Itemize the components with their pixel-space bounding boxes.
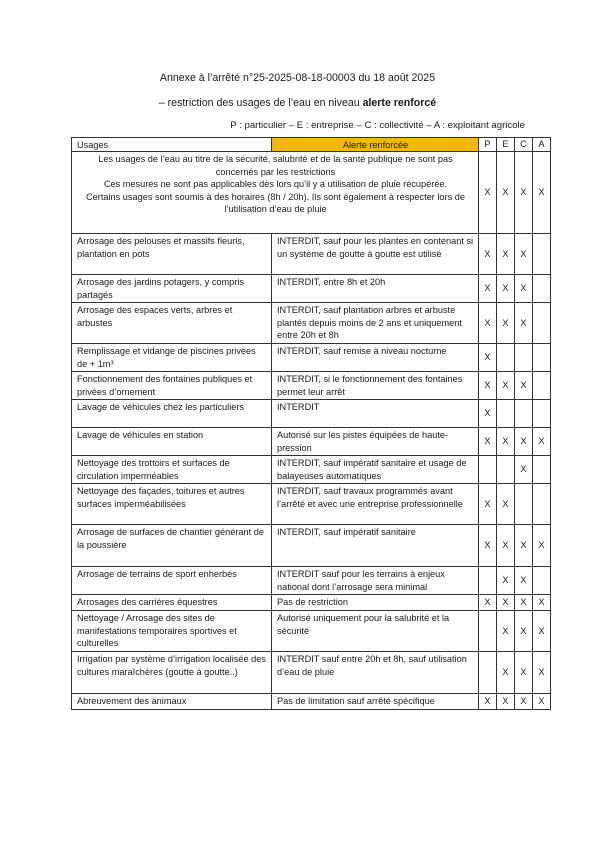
mark-cell [497, 344, 515, 372]
mark-cell: X [479, 694, 497, 710]
mark-cell: X [497, 152, 515, 234]
header-alert-renforcee: Alerte renforcée [272, 138, 479, 152]
mark-cell [533, 400, 551, 428]
header-a: A [533, 138, 551, 152]
table-row [72, 344, 551, 372]
mark-cell: X [533, 611, 551, 652]
mark-cell [515, 484, 533, 525]
rule-cell: Autorisé sur les pistes équipées de haute-pression [272, 428, 479, 456]
mark-cell: X [533, 152, 551, 234]
rule-cell: INTERDIT, sauf travaux programmés avant l’arrêté et avec une entreprise professionnelle [272, 484, 479, 525]
table-row [72, 484, 551, 525]
mark-cell: X [533, 595, 551, 611]
usage-cell: Fonctionnement des fontaines publiques et privées d’ornement [72, 372, 272, 400]
mark-cell [479, 567, 497, 595]
mark-cell: X [479, 344, 497, 372]
mark-cell: X [533, 652, 551, 694]
mark-cell: X [497, 275, 515, 303]
rule-cell: INTERDIT, sauf remise à niveau nocturne [272, 344, 479, 372]
usage-cell: Irrigation par système d’irrigation localisée des cultures maraîchères (goutte à goutte..) [72, 652, 272, 694]
mark-cell [479, 611, 497, 652]
rule-cell: INTERDIT sauf pour les terrains à enjeux national dont l’arrosage sera minimal [272, 567, 479, 595]
mark-cell: X [497, 567, 515, 595]
rule-cell: Pas de restriction [272, 595, 479, 611]
mark-cell [497, 400, 515, 428]
mark-cell [479, 456, 497, 484]
mark-cell: X [515, 303, 533, 344]
mark-cell: X [479, 595, 497, 611]
usage-cell: Arrosage des jardins potagers, y compris partagés [72, 275, 272, 303]
rule-cell: INTERDIT, sauf plantation arbres et arbuste plantés depuis moins de 2 ans et uniquement entre 20h et 8h [272, 303, 479, 344]
usage-cell: Arrosage de surfaces de chantier générant de la poussière [72, 525, 272, 567]
mark-cell [497, 456, 515, 484]
mark-cell: X [533, 525, 551, 567]
usage-cell: Lavage de véhicules en station [72, 428, 272, 456]
table-row [72, 652, 551, 694]
table-row [72, 400, 551, 428]
rule-cell: INTERDIT, sauf impératif sanitaire [272, 525, 479, 567]
mark-cell [515, 344, 533, 372]
mark-cell: X [497, 428, 515, 456]
mark-cell: X [479, 275, 497, 303]
mark-cell: X [515, 595, 533, 611]
mark-cell: X [515, 611, 533, 652]
mark-cell: X [479, 484, 497, 525]
intro-paragraph: Les usages de l’eau au titre de la sécurité, salubrité et de la santé publique ne sont pas concernés par les restrictions [98, 154, 453, 177]
mark-cell [533, 303, 551, 344]
mark-cell: X [497, 484, 515, 525]
mark-cell: X [479, 428, 497, 456]
table-header-row [72, 138, 551, 152]
mark-cell: X [515, 694, 533, 710]
table-row [72, 234, 551, 275]
usage-cell: Abreuvement des animaux [72, 694, 272, 710]
usage-cell: Arrosage des pelouses et massifs fleuris, plantation en pots [72, 234, 272, 275]
table-row [72, 611, 551, 652]
table-row [72, 428, 551, 456]
mark-cell: X [497, 372, 515, 400]
mark-cell: X [515, 652, 533, 694]
table-row [72, 372, 551, 400]
category-legend: P : particulier – E : entreprise – C : collectivité – A : exploitant agricole [230, 120, 525, 131]
rule-cell: INTERDIT sauf entre 20h et 8h, sauf utilisation d’eau de pluie [272, 652, 479, 694]
usage-cell: Nettoyage des façades, toitures et autres surfaces imperméabilisées [72, 484, 272, 525]
mark-cell [479, 652, 497, 694]
mark-cell [533, 344, 551, 372]
header-e: E [497, 138, 515, 152]
mark-cell: X [479, 152, 497, 234]
rule-cell: Autorisé uniquement pour la salubrité et la sécurité [272, 611, 479, 652]
table-row [72, 567, 551, 595]
mark-cell: X [497, 694, 515, 710]
intro-row [72, 152, 551, 234]
table-row [72, 694, 551, 710]
usage-cell: Arrosage des espaces verts, arbres et arbustes [72, 303, 272, 344]
header-c: C [515, 138, 533, 152]
rule-cell: Pas de limitation sauf arrêté spécifique [272, 694, 479, 710]
mark-cell: X [515, 456, 533, 484]
rule-cell: INTERDIT, sauf impératif sanitaire et usage de balayeuses automatiques [272, 456, 479, 484]
table-row [72, 525, 551, 567]
intro-note [72, 152, 479, 234]
mark-cell: X [497, 303, 515, 344]
usage-cell: Remplissage et vidange de piscines privées de + 1m³ [72, 344, 272, 372]
intro-paragraph: Ces mesures ne sont pas applicables dès lors qu’il y a utilisation de pluie récupérée. [103, 179, 448, 190]
mark-cell [533, 484, 551, 525]
usage-cell: Nettoyage / Arrosage des sites de manifestations temporaires sportives et culturelles [72, 611, 272, 652]
mark-cell [533, 234, 551, 275]
table-row [72, 595, 551, 611]
header-usages: Usages [72, 138, 272, 152]
mark-cell: X [533, 694, 551, 710]
mark-cell: X [515, 428, 533, 456]
mark-cell: X [515, 372, 533, 400]
table-row [72, 303, 551, 344]
mark-cell: X [479, 400, 497, 428]
mark-cell [533, 275, 551, 303]
mark-cell: X [533, 428, 551, 456]
mark-cell: X [497, 525, 515, 567]
document-subtitle [0, 97, 595, 109]
alert-level-label: alerte renforcé [362, 97, 437, 109]
usage-cell: Nettoyage des trottoirs et surfaces de circulation imperméables [72, 456, 272, 484]
rule-cell: INTERDIT, entre 8h et 20h [272, 275, 479, 303]
restrictions-table [71, 137, 551, 710]
mark-cell [533, 456, 551, 484]
intro-paragraph: Certains usages sont soumis à des horaires (8h / 20h). Ils sont également à respecter lors de l’utilisation d’eau de pluie [86, 191, 465, 215]
mark-cell: X [515, 567, 533, 595]
header-p: P [479, 138, 497, 152]
table-row [72, 275, 551, 303]
mark-cell: X [515, 234, 533, 275]
subtitle-prefix: – restriction des usages de l’eau en niveau [158, 97, 363, 109]
mark-cell: X [479, 525, 497, 567]
mark-cell: X [515, 525, 533, 567]
mark-cell: X [515, 275, 533, 303]
usage-cell: Lavage de véhicules chez les particuliers [72, 400, 272, 428]
mark-cell: X [497, 234, 515, 275]
mark-cell [515, 400, 533, 428]
usage-cell: Arrosages des carrières équestres [72, 595, 272, 611]
mark-cell [533, 567, 551, 595]
mark-cell: X [497, 611, 515, 652]
mark-cell [533, 372, 551, 400]
usage-cell: Arrosage de terrains de sport enherbés [72, 567, 272, 595]
rule-cell: INTERDIT [272, 400, 479, 428]
mark-cell: X [479, 234, 497, 275]
mark-cell: X [497, 652, 515, 694]
mark-cell: X [479, 372, 497, 400]
mark-cell: X [515, 152, 533, 234]
table-row [72, 456, 551, 484]
rule-cell: INTERDIT, sauf pour les plantes en contenant si un système de goutte à goutte est utilisé [272, 234, 479, 275]
mark-cell: X [479, 303, 497, 344]
rule-cell: INTERDIT, si le fonctionnement des fontaines permet leur arrêt [272, 372, 479, 400]
document-title: Annexe à l’arrêté n°25-2025-08-18-00003 du 18 août 2025 [159, 72, 436, 84]
mark-cell: X [497, 595, 515, 611]
